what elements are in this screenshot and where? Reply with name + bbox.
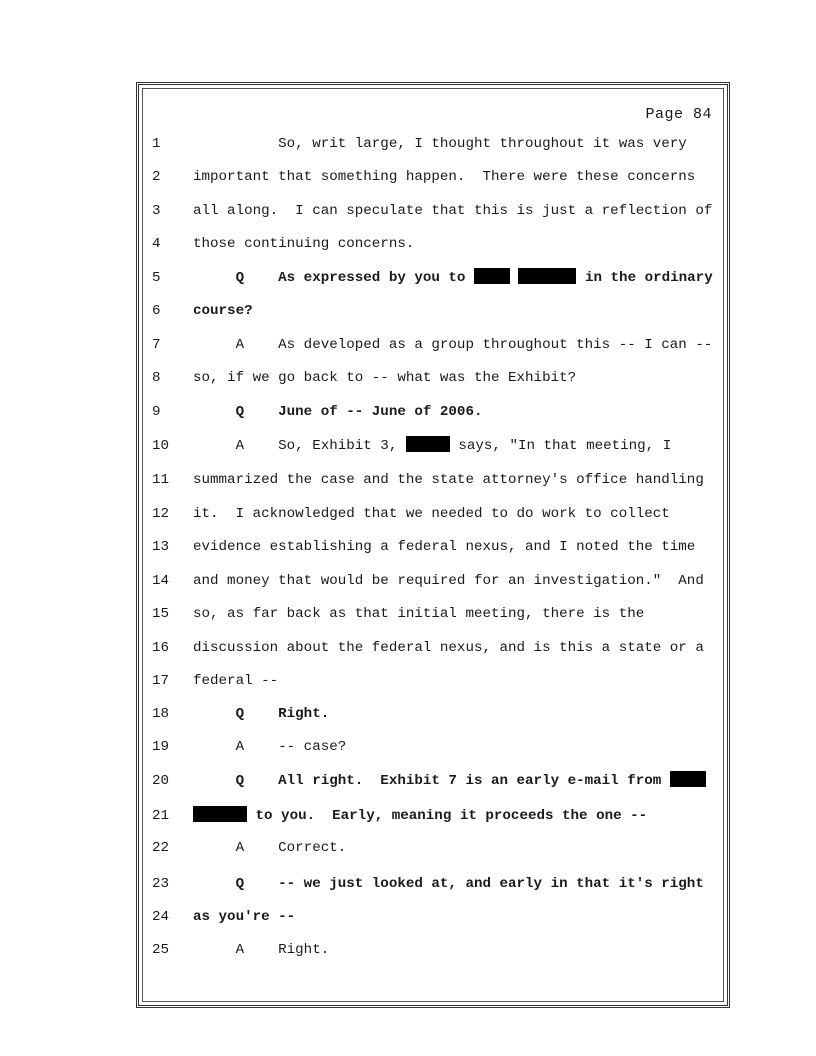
line-number: 3 [152, 203, 161, 219]
line-text-segment: so, if we go back to -- what was the Exhibit? [193, 370, 577, 386]
line-number: 1 [152, 136, 161, 152]
line-text-segment: Q June of -- June of 2006. [193, 404, 483, 420]
line-text [193, 806, 647, 826]
redaction-block [474, 268, 510, 284]
transcript-line [0, 874, 816, 894]
transcript-line [0, 301, 816, 321]
line-number: 15 [152, 606, 170, 622]
transcript-line [0, 604, 816, 624]
line-text [193, 167, 695, 187]
transcript-line [0, 436, 816, 456]
line-number: 21 [152, 808, 170, 824]
line-text [193, 335, 712, 355]
line-text-segment: says, "In that meeting, I [449, 438, 672, 454]
line-text [193, 436, 671, 456]
line-number: 7 [152, 337, 161, 353]
transcript-line [0, 571, 816, 591]
line-text [193, 504, 670, 524]
line-text-segment [510, 270, 519, 286]
line-text [193, 537, 695, 557]
line-text-segment: federal -- [193, 673, 279, 689]
transcript-line [0, 234, 816, 254]
line-text-segment: so, as far back as that initial meeting, there is the [193, 606, 645, 622]
line-number: 13 [152, 539, 170, 555]
line-text-segment: Q As expressed by you to [193, 270, 474, 286]
line-text [193, 874, 704, 894]
line-text-segment: Q All right. Exhibit 7 is an early e-mail from [193, 773, 670, 789]
line-text-segment: A -- case? [193, 739, 347, 755]
line-number: 6 [152, 303, 161, 319]
line-text [193, 134, 687, 154]
line-text-segment: it. I acknowledged that we needed to do work to collect [193, 506, 670, 522]
line-text-segment: course? [193, 303, 253, 319]
line-text-segment: summarized the case and the state attorney's office handling [193, 472, 704, 488]
transcript-line [0, 638, 816, 658]
line-text [193, 704, 329, 724]
transcript-line [0, 907, 816, 927]
line-text [193, 638, 704, 658]
line-text-segment: Q -- we just looked at, and early in that it's right [193, 876, 704, 892]
line-number: 10 [152, 438, 170, 454]
line-text-segment: A Right. [193, 942, 330, 958]
line-number: 5 [152, 270, 161, 286]
transcript-line [0, 737, 816, 757]
line-text-segment: those continuing concerns. [193, 236, 415, 252]
line-text [193, 301, 253, 321]
transcript-line [0, 537, 816, 557]
line-number: 8 [152, 370, 161, 386]
transcript-line [0, 402, 816, 422]
line-number: 11 [152, 472, 170, 488]
line-number: 2 [152, 169, 161, 185]
transcript-line [0, 470, 816, 490]
line-number: 20 [152, 773, 170, 789]
redaction-block [518, 268, 576, 284]
transcript-line [0, 335, 816, 355]
redaction-block [670, 771, 706, 787]
line-text [193, 470, 704, 490]
line-text [193, 771, 706, 791]
line-text [193, 402, 482, 422]
line-text-segment: important that something happen. There were these concerns [193, 169, 696, 185]
transcript-line [0, 268, 816, 288]
line-text [193, 571, 704, 591]
line-text-segment: Q Right. [193, 706, 330, 722]
line-number: 9 [152, 404, 161, 420]
line-number: 25 [152, 942, 170, 958]
line-text-segment: evidence establishing a federal nexus, and I noted the time [193, 539, 696, 555]
transcript-line [0, 838, 816, 858]
line-text-segment: to you. Early, meaning it proceeds the one -- [247, 808, 648, 824]
line-text-segment: and money that would be required for an investigation." And [193, 573, 704, 589]
line-number: 22 [152, 840, 170, 856]
line-number: 12 [152, 506, 170, 522]
line-text [193, 268, 713, 288]
transcript-line [0, 671, 816, 691]
line-text [193, 234, 414, 254]
line-text-segment: all along. I can speculate that this is just a reflection of [193, 203, 713, 219]
line-number: 17 [152, 673, 170, 689]
transcript-line [0, 771, 816, 791]
line-text-segment: A Correct. [193, 840, 347, 856]
line-number: 24 [152, 909, 170, 925]
line-text-segment: A So, Exhibit 3, [193, 438, 406, 454]
line-text-segment: as you're -- [193, 909, 296, 925]
transcript-line [0, 704, 816, 724]
transcript-line [0, 504, 816, 524]
line-text [193, 671, 278, 691]
line-number: 18 [152, 706, 170, 722]
line-text [193, 201, 712, 221]
line-text [193, 604, 644, 624]
transcript-line [0, 368, 816, 388]
page-number: Page 84 [645, 106, 712, 123]
line-text-segment: discussion about the federal nexus, and is this a state or a [193, 640, 704, 656]
transcript-line [0, 167, 816, 187]
line-text [193, 368, 576, 388]
line-text [193, 737, 346, 757]
line-number: 14 [152, 573, 170, 589]
line-text [193, 838, 346, 858]
transcript-line [0, 806, 816, 826]
line-text-segment: So, writ large, I thought throughout it was very [193, 136, 687, 152]
redaction-block [406, 436, 450, 452]
line-number: 4 [152, 236, 161, 252]
line-text [193, 907, 295, 927]
line-number: 23 [152, 876, 170, 892]
transcript-line [0, 134, 816, 154]
line-number: 19 [152, 739, 170, 755]
line-text-segment: in the ordinary [576, 270, 713, 286]
line-number: 16 [152, 640, 170, 656]
line-text [193, 940, 329, 960]
line-text-segment: A As developed as a group throughout this -- I can -- [193, 337, 713, 353]
redaction-block [193, 806, 247, 822]
transcript-line [0, 940, 816, 960]
transcript-line [0, 201, 816, 221]
